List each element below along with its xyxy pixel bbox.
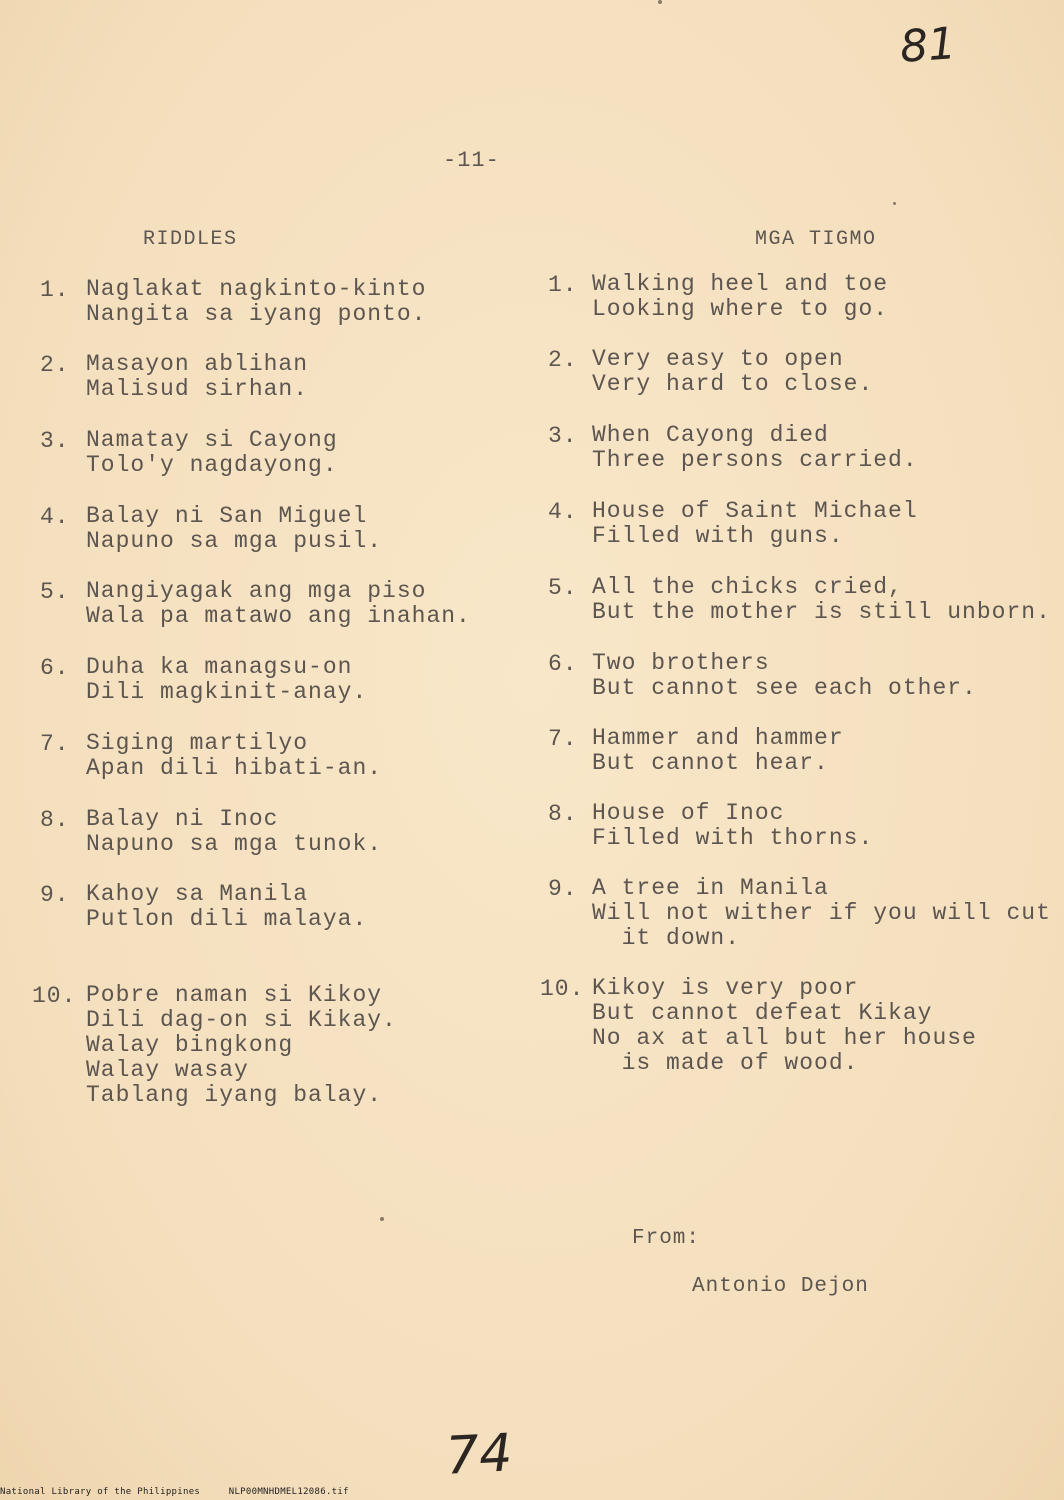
right-item-number: 3. [548, 423, 578, 449]
ink-speck [380, 1217, 384, 1221]
right-item-line: Walking heel and toe [592, 271, 889, 297]
left-item-line: Nangiyagak ang mga piso [86, 578, 427, 604]
left-item-number: 10. [32, 983, 77, 1009]
left-item-line: Walay wasay [86, 1057, 249, 1083]
right-item-line: Filled with guns. [592, 523, 844, 549]
left-item-number: 4. [40, 504, 70, 530]
from-name: Antonio Dejon [692, 1275, 869, 1298]
left-item-line: Masayon ablihan [86, 351, 309, 377]
handwritten-page-number: 81 [898, 18, 958, 73]
ink-speck [893, 202, 896, 205]
right-item-line: But cannot defeat Kikay [592, 1000, 933, 1026]
right-item-line: is made of wood. [592, 1050, 859, 1076]
right-item-number: 8. [548, 801, 578, 827]
right-item-line: Very easy to open [592, 346, 844, 372]
left-item-line: Duha ka managsu-on [86, 654, 353, 680]
right-item-line: Two brothers [592, 650, 770, 676]
left-item-line: Naglakat nagkinto-kinto [86, 276, 427, 302]
left-item-line: Malisud sirhan. [86, 376, 309, 402]
handwritten-bottom-number: 74 [444, 1423, 514, 1487]
right-item-line: Looking where to go. [592, 296, 889, 322]
left-item-number: 2. [40, 352, 70, 378]
left-item-line: Walay bingkong [86, 1032, 294, 1058]
left-item-line: Putlon dili malaya. [86, 906, 368, 932]
right-item-line: Three persons carried. [592, 447, 918, 473]
left-item-line: Balay ni Inoc [86, 806, 279, 832]
left-item-line: Dili dag-on si Kikay. [86, 1007, 397, 1033]
left-item-number: 5. [40, 579, 70, 605]
ink-speck [658, 0, 662, 4]
right-item-line: But cannot see each other. [592, 675, 977, 701]
footer-caption: National Library of the Philippines NLP00MNHDMEL12086.tif [0, 1487, 349, 1497]
left-heading: RIDDLES [143, 228, 238, 251]
right-item-line: But cannot hear. [592, 750, 829, 776]
right-item-line: it down. [592, 925, 741, 951]
right-item-line: But the mother is still unborn. [592, 599, 1051, 625]
right-item-line: Very hard to close. [592, 371, 874, 397]
right-item-line: A tree in Manila [592, 875, 829, 901]
left-item-number: 3. [40, 428, 70, 454]
left-item-line: Pobre naman si Kikoy [86, 982, 383, 1008]
right-item-number: 2. [548, 347, 578, 373]
left-item-line: Napuno sa mga pusil. [86, 528, 383, 554]
right-item-number: 10. [540, 976, 585, 1002]
right-item-number: 7. [548, 726, 578, 752]
left-item-number: 8. [40, 807, 70, 833]
right-item-number: 5. [548, 575, 578, 601]
right-item-number: 9. [548, 876, 578, 902]
left-item-number: 6. [40, 655, 70, 681]
right-item-line: All the chicks cried, [592, 574, 903, 600]
right-item-line: No ax at all but her house [592, 1025, 977, 1051]
left-item-number: 9. [40, 882, 70, 908]
left-item-line: Balay ni San Miguel [86, 503, 368, 529]
left-item-line: Wala pa matawo ang inahan. [86, 603, 471, 629]
right-item-line: Kikoy is very poor [592, 975, 859, 1001]
left-item-line: Tolo'y nagdayong. [86, 452, 338, 478]
right-item-number: 1. [548, 272, 578, 298]
right-item-line: Hammer and hammer [592, 725, 844, 751]
left-item-line: Siging martilyo [86, 730, 309, 756]
left-item-line: Tablang iyang balay. [86, 1082, 383, 1108]
right-item-line: Filled with thorns. [592, 825, 874, 851]
right-item-number: 4. [548, 499, 578, 525]
right-item-line: House of Inoc [592, 800, 785, 826]
right-item-line: House of Saint Michael [592, 498, 918, 524]
right-heading: MGA TIGMO [755, 228, 877, 251]
left-item-line: Dili magkinit-anay. [86, 679, 368, 705]
left-item-line: Apan dili hibati-an. [86, 755, 383, 781]
from-label: From: [632, 1227, 701, 1250]
left-item-number: 1. [40, 277, 70, 303]
right-item-line: When Cayong died [592, 422, 829, 448]
left-item-line: Namatay si Cayong [86, 427, 338, 453]
right-item-number: 6. [548, 651, 578, 677]
left-item-number: 7. [40, 731, 70, 757]
left-item-line: Kahoy sa Manila [86, 881, 309, 907]
left-item-line: Napuno sa mga tunok. [86, 831, 383, 857]
left-item-line: Nangita sa iyang ponto. [86, 301, 427, 327]
right-item-line: Will not wither if you will cut [592, 900, 1051, 926]
header-marker: -11- [443, 148, 500, 173]
